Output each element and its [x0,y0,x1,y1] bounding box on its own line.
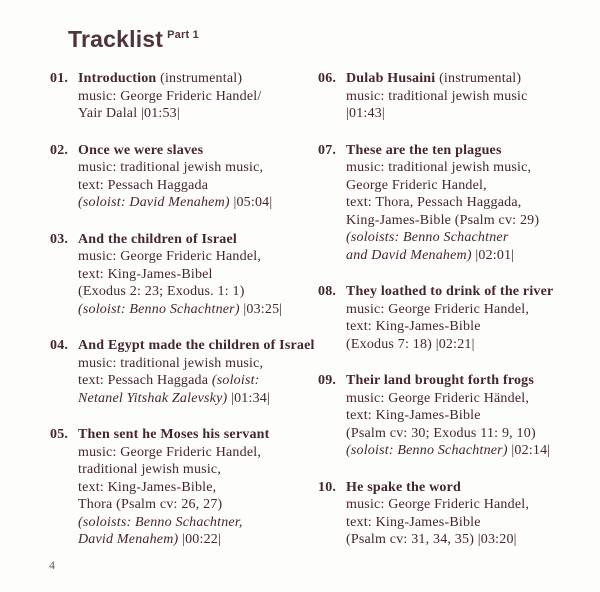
track-title [346,142,586,160]
track-detail-text: King-James-Bible (Psalm cv: 29) [346,212,540,228]
track-detail-text: |01:43| [346,106,385,121]
track-item [318,479,586,549]
page-title [68,26,199,53]
track-detail-line [346,407,586,425]
track-detail-italic: (soloist: David Menahem) [78,195,230,210]
track-detail-line [346,194,586,212]
track-detail-text: music: George Frideric Händel, [346,390,530,406]
track-item [50,70,318,123]
track-detail-text: |02:01| [471,247,515,263]
track-detail-line [78,301,318,319]
track-detail-line [346,425,586,443]
track-detail-text: text: Pessach Haggada [78,373,212,388]
track-detail-text: music: George Frideric Handel, [346,301,530,317]
track-item [318,142,586,265]
track-detail-text: music: George Frideric Handel, [78,249,262,264]
track-title [346,479,586,497]
track-number: 04. [50,338,69,353]
track-title-text: Once we were slaves [78,142,204,158]
track-detail-line [346,88,586,106]
track-item [50,142,318,212]
track-detail-text: (Exodus 7: 18) |02:21| [346,336,475,352]
track-detail-line [346,105,586,123]
track-detail-line [78,531,318,549]
track-detail-line [78,496,318,514]
track-detail-text: |03:25| [239,301,283,317]
track-detail-text: text: King-James-Bible, [78,479,217,495]
track-detail-text: music: traditional jewish music [346,88,528,104]
track-detail-line [78,461,318,479]
track-number: 08. [318,284,337,299]
track-detail-text: (Psalm cv: 31, 34, 35) |03:20| [346,532,517,547]
track-detail-italic: (soloist: [211,373,260,388]
track-detail-line [78,159,318,177]
track-number: 02. [50,142,69,158]
track-item [50,426,318,549]
track-detail-line [346,159,586,177]
track-detail-text: text: Pessach Haggada [78,177,209,193]
track-detail-italic: Netanel Yitshak Zalevsky) [78,390,228,406]
page-title-text: Tracklist [68,26,164,52]
track-title [78,142,318,160]
track-title [346,283,586,301]
track-detail-text: Thora (Psalm cv: 26, 27) [78,497,223,512]
track-detail-text: music: traditional jewish music, [78,160,264,175]
track-detail-text: text: King-James-Bible [346,514,481,530]
track-detail-italic: (soloist: Benno Schachtner) [78,301,240,317]
track-detail-line [346,212,586,230]
track-column-2 [318,70,586,568]
track-title [78,426,318,444]
track-detail-line [346,531,586,549]
track-item [50,231,318,319]
track-title-text: Their land brought forth frogs [346,373,535,388]
track-detail-line [78,248,318,266]
track-detail-line [346,496,586,514]
track-detail-line [78,194,318,212]
track-column-1 [50,70,318,568]
track-detail-text: |05:04| [229,195,273,210]
track-detail-text: music: George Frideric Handel, [346,497,530,512]
track-detail-line [346,247,586,265]
track-detail-line [78,514,318,532]
track-detail-line [78,177,318,195]
track-number: 05. [50,427,69,442]
track-detail-line [78,266,318,284]
page-number: 4 [49,558,55,572]
track-item [318,70,586,123]
track-detail-italic: David Menahem) [78,532,179,547]
track-item [318,283,586,353]
track-detail-line [346,336,586,354]
track-detail-text: George Frideric Handel, [346,177,487,193]
track-detail-text: music: George Frideric Handel/ [78,88,262,104]
track-detail-text: music: traditional jewish music, [78,355,264,371]
track-title-text: Then sent he Moses his servant [78,427,270,442]
track-number: 01. [50,71,69,86]
track-number: 09. [318,373,337,388]
track-number: 10. [318,479,337,495]
track-title-suffix: (instrumental) [156,71,243,86]
track-title-text: And the children of Israel [78,231,237,247]
page-title-superscript: Part 1 [167,29,199,41]
track-detail-line [78,283,318,301]
track-title-text: Dulab Husaini [346,71,436,86]
track-detail-text: |01:34| [227,390,270,406]
track-detail-line [78,479,318,497]
track-detail-text: music: traditional jewish music, [346,160,532,175]
track-title [346,372,586,390]
track-detail-text: |00:22| [178,532,221,547]
track-number: 06. [318,71,337,86]
track-title-text: And Egypt made the children of Israel [78,338,315,353]
track-detail-line [78,444,318,462]
track-detail-text: Yair Dalal |01:53| [78,106,180,121]
track-detail-line [346,301,586,319]
track-detail-italic: (soloist: Benno Schachtner) [346,443,508,458]
track-detail-italic: (soloists: Benno Schachtner [346,230,509,245]
track-detail-text: music: George Frideric Handel, [78,444,262,460]
track-title-text: He spake the word [346,479,462,495]
track-title-text: They loathed to drink of the river [346,284,554,299]
track-detail-line [346,229,586,247]
track-detail-line [346,514,586,532]
track-detail-text: traditional jewish music, [78,462,222,477]
track-detail-line [78,390,318,408]
track-detail-text: text: King-James-Bibel [78,266,213,282]
track-detail-text: text: King-James-Bible [346,319,481,334]
track-detail-line [78,88,318,106]
track-title [78,70,318,88]
track-detail-line [346,177,586,195]
track-detail-italic: and David Menahem) [346,247,472,263]
track-item [318,372,586,460]
track-detail-text: text: Thora, Pessach Haggada, [346,195,522,210]
track-title-text: These are the ten plagues [346,142,502,158]
track-title-text: Introduction [78,71,157,86]
track-detail-line [78,105,318,123]
track-detail-italic: (soloists: Benno Schachtner, [78,514,243,530]
track-detail-text: (Psalm cv: 30; Exodus 11: 9, 10) [346,425,536,441]
track-title [346,70,586,88]
track-title [78,231,318,249]
track-detail-text: text: King-James-Bible [346,408,481,423]
track-detail-line [78,372,318,390]
track-item [50,337,318,407]
track-detail-line [346,318,586,336]
track-number: 03. [50,231,69,247]
track-number: 07. [318,142,337,158]
track-detail-line [346,390,586,408]
track-title-suffix: (instrumental) [435,71,522,86]
track-detail-text: |02:14| [507,443,551,458]
track-detail-text: (Exodus 2: 23; Exodus. 1: 1) [78,284,245,299]
track-detail-line [346,442,586,460]
track-title [78,337,318,355]
track-detail-line [78,355,318,373]
